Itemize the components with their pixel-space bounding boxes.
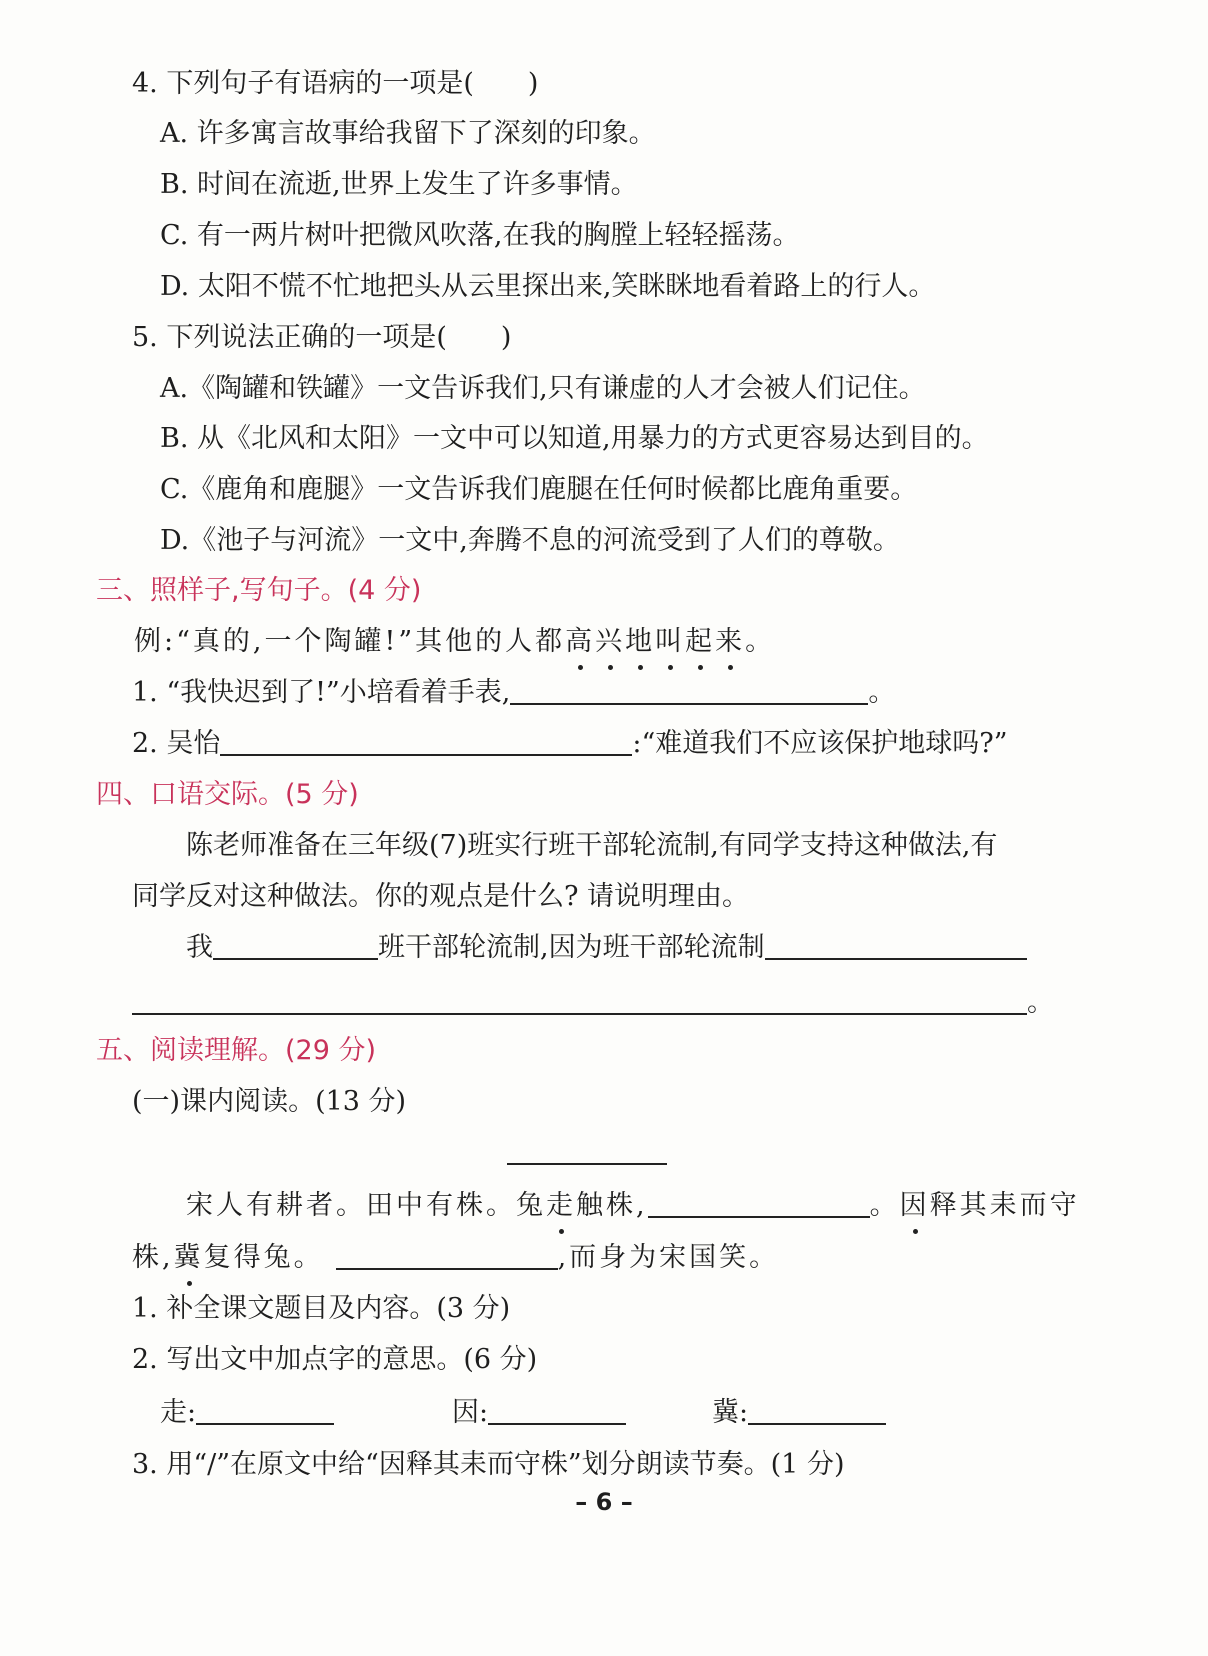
- answer-prefix: 我: [186, 932, 213, 963]
- q4-option-a: A. 许多寓言故事给我留下了深刻的印象。: [160, 118, 656, 149]
- passage-text: 株,: [132, 1242, 174, 1273]
- passage-text: 宋人有耕者。田中有株。兔: [186, 1190, 546, 1221]
- section3-item1: [132, 673, 895, 713]
- answer-middle: 班干部轮流制,因为班干部轮流制: [378, 932, 765, 963]
- q2-zou: [160, 1393, 334, 1433]
- passage-line1: [186, 1186, 1080, 1226]
- q2-ji-label: 冀:: [712, 1397, 749, 1428]
- q5-stem: 5. 下列说法正确的一项是( ): [132, 322, 512, 353]
- dotted-char: 来: [715, 622, 745, 662]
- q5-option-a: A.《陶罐和铁罐》一文告诉我们,只有谦虚的人才会被人们记住。: [160, 373, 926, 404]
- section3-title: 三、照样子,写句子。(4 分): [96, 575, 422, 606]
- q5-option-d: D.《池子与河流》一文中,奔腾不息的河流受到了人们的尊敬。: [160, 525, 900, 556]
- section3-item2: [132, 724, 1008, 764]
- passage-text: 释其耒而守: [929, 1190, 1080, 1221]
- section4-para-line2: 同学反对这种做法。你的观点是什么? 请说明理由。: [132, 881, 750, 912]
- q4-stem: 4. 下列句子有语病的一项是( ): [132, 68, 539, 99]
- dotted-char-ji: 冀: [174, 1238, 204, 1278]
- q2-yin-blank[interactable]: [488, 1393, 626, 1425]
- dotted-char: 起: [685, 622, 715, 662]
- q4-option-c: C. 有一两片树叶把微风吹落,在我的胸膛上轻轻摇荡。: [160, 220, 800, 251]
- item1-prefix: 1. “我快迟到了!”小培看着手表,: [132, 677, 511, 708]
- q2-zou-label: 走:: [160, 1397, 197, 1428]
- q2-yin: [452, 1393, 626, 1433]
- reason-blank-2[interactable]: [132, 983, 1027, 1015]
- item1-answer-blank[interactable]: [510, 673, 868, 705]
- item2-answer-blank[interactable]: [220, 724, 632, 756]
- q2-zou-blank[interactable]: [196, 1393, 334, 1425]
- q2-ji: [712, 1393, 886, 1433]
- section5-q2: 2. 写出文中加点字的意思。(6 分): [132, 1344, 538, 1375]
- section5-title: 五、阅读理解。(29 分): [96, 1035, 377, 1066]
- passage-blank-1[interactable]: [648, 1186, 870, 1218]
- section4-title: 四、口语交际。(5 分): [96, 779, 359, 810]
- opinion-blank[interactable]: [213, 928, 378, 960]
- item2-prefix: 2. 吴怡: [132, 728, 221, 759]
- passage-text: 。: [869, 1190, 900, 1221]
- dotted-char-zou: 走: [546, 1186, 576, 1226]
- dotted-char: 兴: [595, 622, 625, 662]
- q2-yin-label: 因:: [452, 1397, 489, 1428]
- answer-end: 。: [1027, 987, 1054, 1018]
- passage-blank-2[interactable]: [336, 1238, 558, 1270]
- reason-blank-1[interactable]: [765, 928, 1027, 960]
- passage-line2: [132, 1238, 779, 1278]
- section4-answer-line2: [132, 983, 1054, 1023]
- q5-option-b: B. 从《北风和太阳》一文中可以知道,用暴力的方式更容易达到目的。: [160, 423, 989, 454]
- item1-suffix: 。: [868, 677, 896, 708]
- dotted-char: 地: [625, 622, 655, 662]
- passage-text: ,而身为宋国笑。: [557, 1242, 780, 1273]
- page-number: – 6 –: [575, 1488, 633, 1516]
- section5-q3: 3. 用“/”在原文中给“因释其耒而守株”划分朗读节奏。(1 分): [132, 1449, 845, 1480]
- section4-para-line1: 陈老师准备在三年级(7)班实行班干部轮流制,有同学支持这种做法,有: [186, 830, 998, 861]
- item2-suffix: :“难道我们不应该保护地球吗?”: [632, 728, 1008, 759]
- dotted-char: 叫: [655, 622, 685, 662]
- section5-q1: 1. 补全课文题目及内容。(3 分): [132, 1293, 511, 1324]
- section5-subtitle: (一)课内阅读。(13 分): [132, 1086, 407, 1117]
- example-suffix: 。: [745, 626, 776, 657]
- q2-ji-blank[interactable]: [748, 1393, 886, 1425]
- passage-title-blank[interactable]: [507, 1163, 667, 1165]
- section4-answer: [186, 928, 1027, 968]
- passage-text: 触株,: [576, 1190, 648, 1221]
- passage-text: 复得兔。: [203, 1242, 324, 1273]
- q4-option-d: D. 太阳不慌不忙地把头从云里探出来,笑眯眯地看着路上的行人。: [160, 271, 936, 302]
- q4-option-b: B. 时间在流逝,世界上发生了许多事情。: [160, 169, 638, 200]
- q5-option-c: C.《鹿角和鹿腿》一文告诉我们鹿腿在任何时候都比鹿角重要。: [160, 474, 918, 505]
- section3-example: [134, 622, 775, 662]
- example-prefix: 例:“真的,一个陶罐!”其他的人都: [134, 626, 566, 657]
- dotted-char: 高: [565, 622, 595, 662]
- dotted-char-yin: 因: [900, 1186, 930, 1226]
